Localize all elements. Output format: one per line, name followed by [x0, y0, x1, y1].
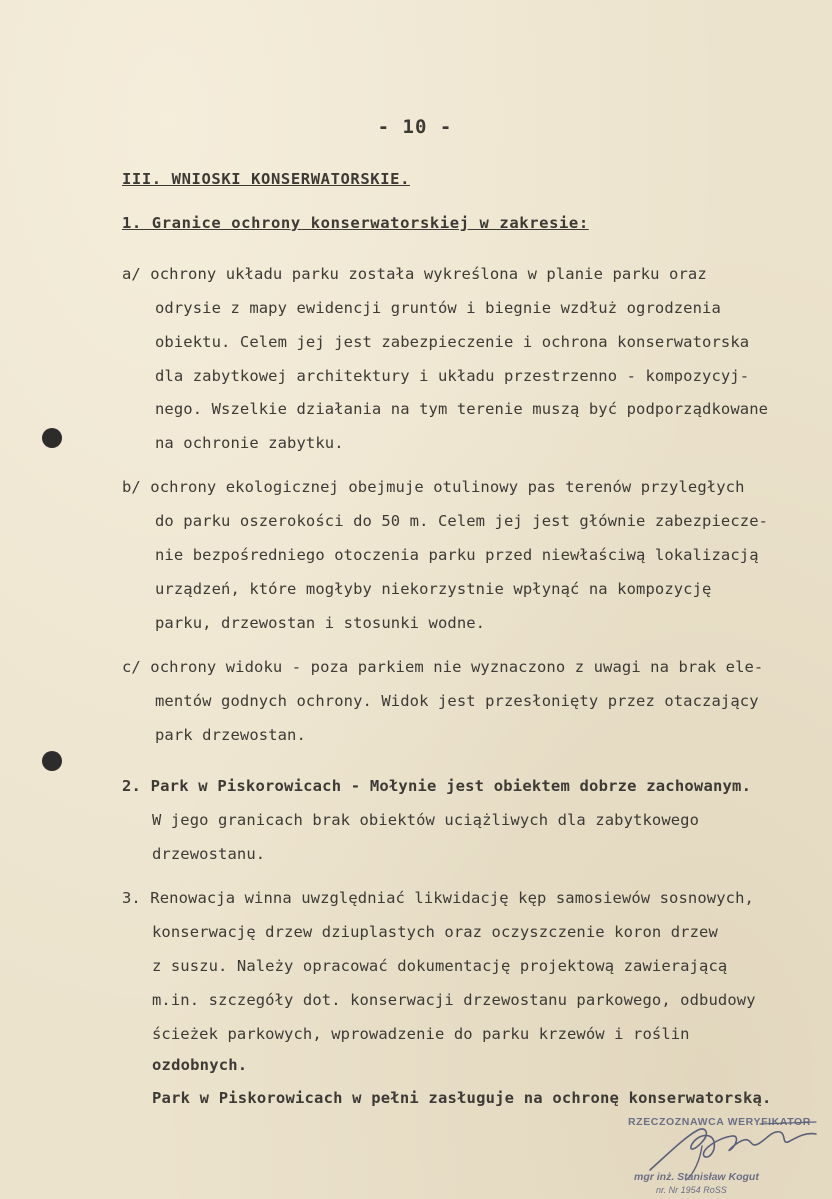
point-3-line: ozdobnych.	[152, 1056, 248, 1074]
paragraph-a-line: nego. Wszelkie działania na tym terenie muszą być podporządkowane	[155, 400, 769, 418]
point-3-line: z suszu. Należy opracować dokumentację projektową zawierającą	[152, 957, 728, 975]
binder-hole-icon	[42, 428, 62, 448]
point-3-line: 3. Renowacja winna uwzględniać likwidację kęp samosiewów sosnowych,	[122, 889, 754, 907]
point-3-line: ścieżek parkowych, wprowadzenie do parku krzewów i roślin	[152, 1025, 690, 1043]
paragraph-a-line: na ochronie zabytku.	[155, 434, 344, 452]
binder-hole-icon	[42, 751, 62, 771]
point-2-line: drzewostanu.	[152, 845, 266, 863]
paragraph-c-line: park drzewostan.	[155, 726, 306, 744]
paragraph-c-line: c/ ochrony widoku - poza parkiem nie wyznaczono z uwagi na brak ele-	[122, 658, 764, 676]
paragraph-b-line: parku, drzewostan i stosunki wodne.	[155, 614, 486, 632]
subsection-title: 1. Granice ochrony konserwatorskiej w zakresie:	[122, 214, 589, 232]
paragraph-a-line: odrysie z mapy ewidencji gruntów i biegnie wzdłuż ogrodzenia	[155, 299, 721, 317]
point-2-line: 2. Park w Piskorowicach - Mołynie jest obiektem dobrze zachowanym.	[122, 777, 752, 795]
paragraph-c-line: mentów godnych ochrony. Widok jest przesłonięty przez otaczający	[155, 692, 759, 710]
paragraph-b-line: urządzeń, które mogłyby niekorzystnie wpłynąć na kompozycję	[155, 580, 712, 598]
page-number: - 10 -	[377, 116, 453, 138]
point-2-line: W jego granicach brak obiektów uciążliwych dla zabytkowego	[152, 811, 700, 829]
stamp-name: mgr inż. Stanisław Kogut	[634, 1171, 759, 1183]
stamp-number: nr. Nr 1954 RoSS	[656, 1185, 727, 1195]
paragraph-a-line: obiektu. Celem jej jest zabezpieczenie i ochrona konserwatorska	[155, 333, 750, 351]
point-3-line: m.in. szczegóły dot. konserwacji drzewostanu parkowego, odbudowy	[152, 991, 756, 1009]
point-3-line: konserwację drzew dziuplastych oraz oczyszczenie koron drzew	[152, 923, 718, 941]
closing-statement: Park w Piskorowicach w pełni zasługuje na ochronę konserwatorską.	[152, 1089, 772, 1107]
paragraph-b-line: nie bezpośredniego otoczenia parku przed niewłaściwą lokalizacją	[155, 546, 759, 564]
paragraph-b-line: b/ ochrony ekologicznej obejmuje otulinowy pas terenów przyległych	[122, 478, 745, 496]
paragraph-a-line: a/ ochrony układu parku została wykreślona w planie parku oraz	[122, 265, 707, 283]
paragraph-b-line: do parku oszerokości do 50 m. Celem jej jest głównie zabezpiecze-	[155, 512, 769, 530]
section-title: III. WNIOSKI KONSERWATORSKIE.	[122, 170, 411, 188]
stamp-title: RZECZOZNAWCA WERYFIKATOR	[628, 1116, 811, 1128]
paragraph-a-line: dla zabytkowej architektury i układu przestrzenno - kompozycyj-	[155, 367, 750, 385]
